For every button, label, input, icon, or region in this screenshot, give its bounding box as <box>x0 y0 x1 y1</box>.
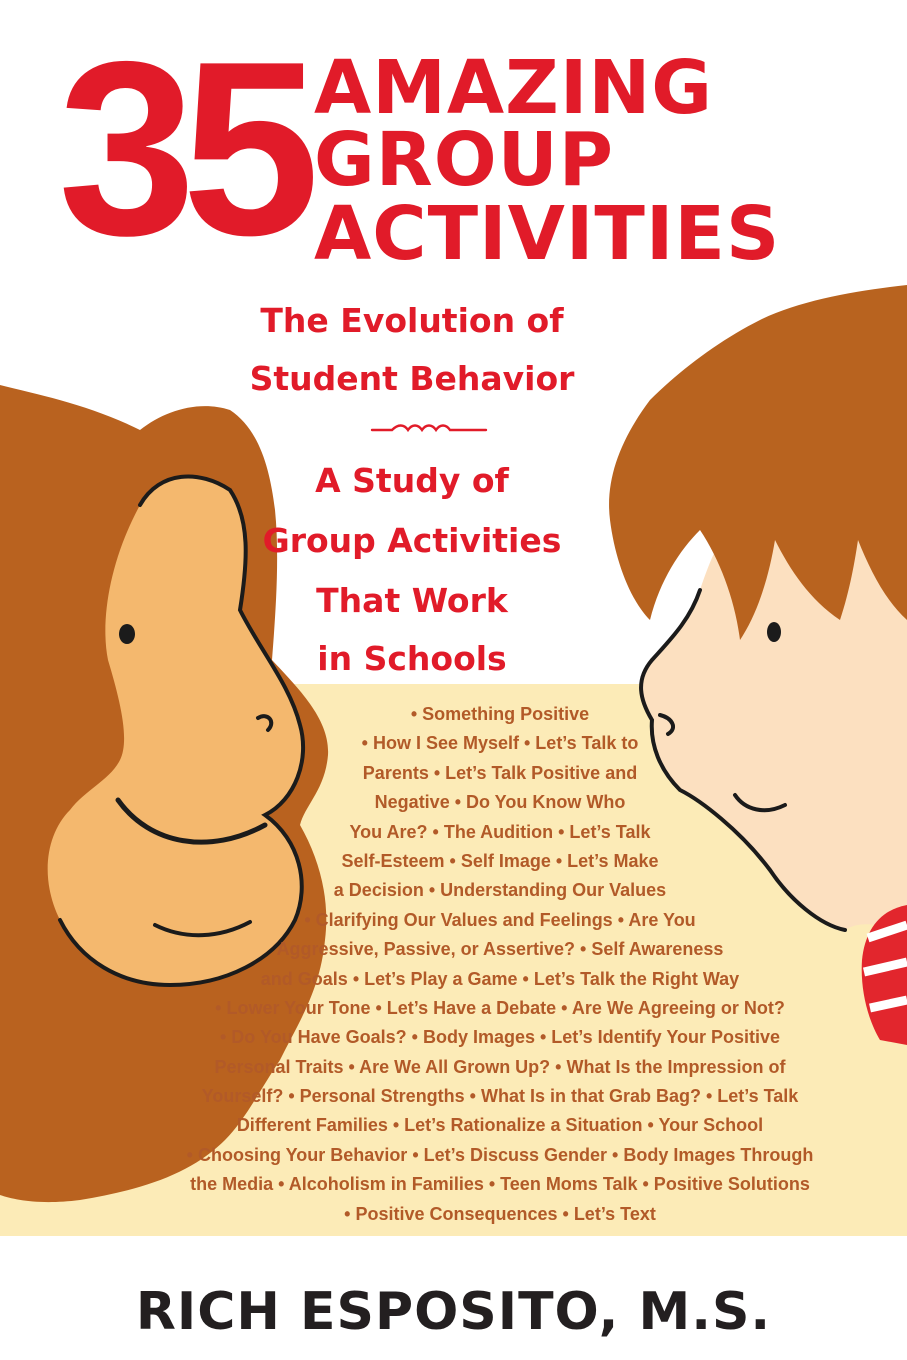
subtitle-line: Student Behavior <box>249 359 575 398</box>
subtitle-line: The Evolution of <box>260 301 564 340</box>
activity-line: You Are? • The Audition • Let’s Talk <box>349 821 651 842</box>
activity-line: the Media • Alcoholism in Families • Teen Moms Talk • Positive Solutions <box>190 1174 810 1195</box>
author-name: RICH ESPOSITO, M.S. <box>135 1282 772 1342</box>
title-line-activities: ACTIVITIES <box>314 191 781 277</box>
activity-line: Self-Esteem • Self Image • Let’s Make <box>341 850 659 871</box>
subtitle-line: Group Activities <box>262 521 562 560</box>
title-number: 35 <box>58 9 306 287</box>
activity-line: • Choosing Your Behavior • Let’s Discuss Gender • Body Images Through <box>186 1144 814 1165</box>
activity-line: Aggressive, Passive, or Assertive? • Self Awareness <box>276 939 724 960</box>
activity-line: Different Families • Let’s Rationalize a Situation • Your School <box>236 1115 764 1136</box>
activity-line: Yourself? • Personal Strengths • What Is in that Grab Bag? • Let’s Talk <box>201 1086 799 1107</box>
activity-line: and Goals • Let’s Play a Game • Let’s Talk the Right Way <box>260 968 740 989</box>
ornamental-divider <box>372 426 486 431</box>
subtitle-line: A Study of <box>315 461 509 500</box>
activity-line: • Do You Have Goals? • Body Images • Let’s Identify Your Positive <box>219 1027 781 1048</box>
activity-line: • Lower Your Tone • Let’s Have a Debate • Are We Agreeing or Not? <box>215 997 785 1018</box>
activity-line: • Something Positive <box>410 704 590 724</box>
activity-list <box>160 700 840 1229</box>
activity-line: Negative • Do You Know Who <box>374 792 626 813</box>
title-line-amazing: AMAZING <box>314 45 714 131</box>
subtitle-line: in Schools <box>317 639 507 678</box>
activity-line: • Clarifying Our Values and Feelings • Are You <box>304 909 696 930</box>
activity-line: a Decision • Understanding Our Values <box>333 880 667 901</box>
title-line-group: GROUP <box>314 117 614 203</box>
activity-line: • Positive Consequences • Let’s Text <box>344 1203 656 1224</box>
activity-line: • How I See Myself • Let’s Talk to <box>361 733 639 754</box>
subtitle-line: That Work <box>316 581 508 620</box>
activity-line: Parents • Let’s Talk Positive and <box>362 762 638 783</box>
activity-line: Personal Traits • Are We All Grown Up? • What Is the Impression of <box>214 1056 786 1077</box>
